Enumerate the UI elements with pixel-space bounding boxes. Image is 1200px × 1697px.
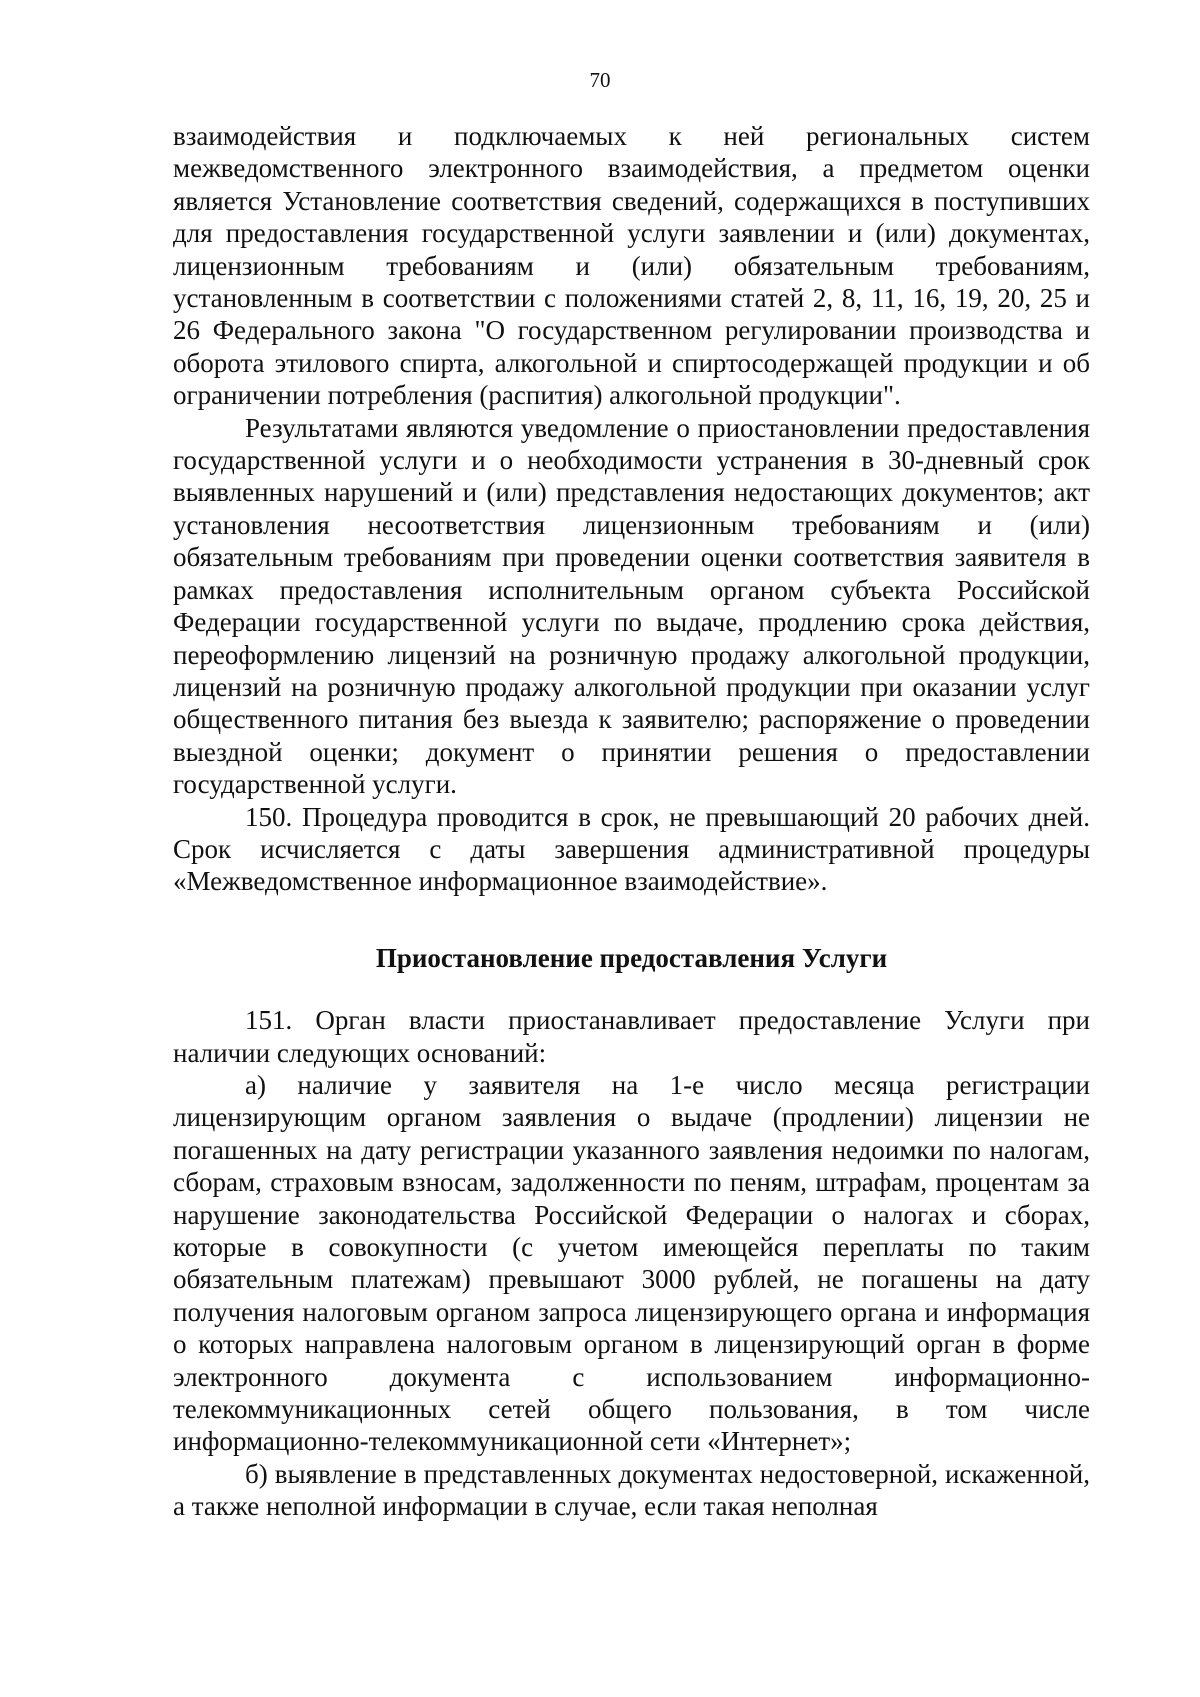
- paragraph-150: 150. Процедура проводится в срок, не превышающий 20 рабочих дней. Срок исчисляется с даты завершения административной процедуры «Межведомственное информационное взаимодействие».: [173, 801, 1090, 897]
- paragraph-results: Результатами являются уведомление о приостановлении предоставления государственной услуги и о необходимости устранения в 30-дневный срок выявленных нарушений и (или) представления недостающих документов; акт установления несоответствия лицензионным требованиям и (или) обязательным требованиям при проведении оценки соответствия заявителя в рамках предоставления исполнительным органом субъекта Российской Федерации государственной услуги по выдаче, продлению срока действия, переоформлению лицензий на розничную продажу алкогольной продукции, лицензий на розничную продажу алкогольной продукции при оказании услуг общественного питания без выезда к заявителю; распоряжение о проведении выездной оценки; документ о принятии решения о предоставлении государственной услуги.: [173, 412, 1090, 800]
- section-heading: Приостановление предоставления Услуги: [375, 942, 888, 973]
- paragraph-151-a: а) наличие у заявителя на 1-е число месяца регистрации лицензирующим органом заявления о выдаче (продлении) лицензии не погашенных на дату регистрации указанного заявления недоимки по налогам, сборам, страховым взносам, задолженности по пеням, штрафам, процентам за нарушение законодательства Российской Федерации о налогах и сборах, которые в совокупности (с учетом имеющейся переплаты по таким обязательным платежам) превышают 3000 рублей, не погашены на дату получения налоговым органом запроса лицензирующего органа и информация о которых направлена налоговым органом в лицензирующий орган в форме электронного документа с использованием информационно-телекоммуникационных сетей общего пользования, в том числе информационно-телекоммуникационной сети «Интернет»;: [173, 1069, 1090, 1457]
- document-body: [173, 120, 1090, 1523]
- paragraph-151: 151. Орган власти приостанавливает предоставление Услуги при наличии следующих оснований:: [173, 1005, 1090, 1068]
- paragraph-151-b: б) выявление в представленных документах недостоверной, искаженной, а также неполной информации в случае, если такая неполная: [173, 1458, 1090, 1522]
- page-number: 70: [589, 68, 611, 92]
- paragraph-continuation: взаимодействия и подключаемых к ней региональных систем межведомственного электронного взаимодействия, а предметом оценки является Установление соответствия сведений, содержащихся в поступивших для предоставления государственной услуги заявлении и (или) документах, лицензионным требованиям и (или) обязательным требованиям, установленным в соответствии с положениями статей 2, 8, 11, 16, 19, 20, 25 и 26 Федерального закона "О государственном регулировании производства и оборота этилового спирта, алкогольной и спиртосодержащей продукции и об ограничении потребления (распития) алкогольной продукции".: [173, 121, 1090, 411]
